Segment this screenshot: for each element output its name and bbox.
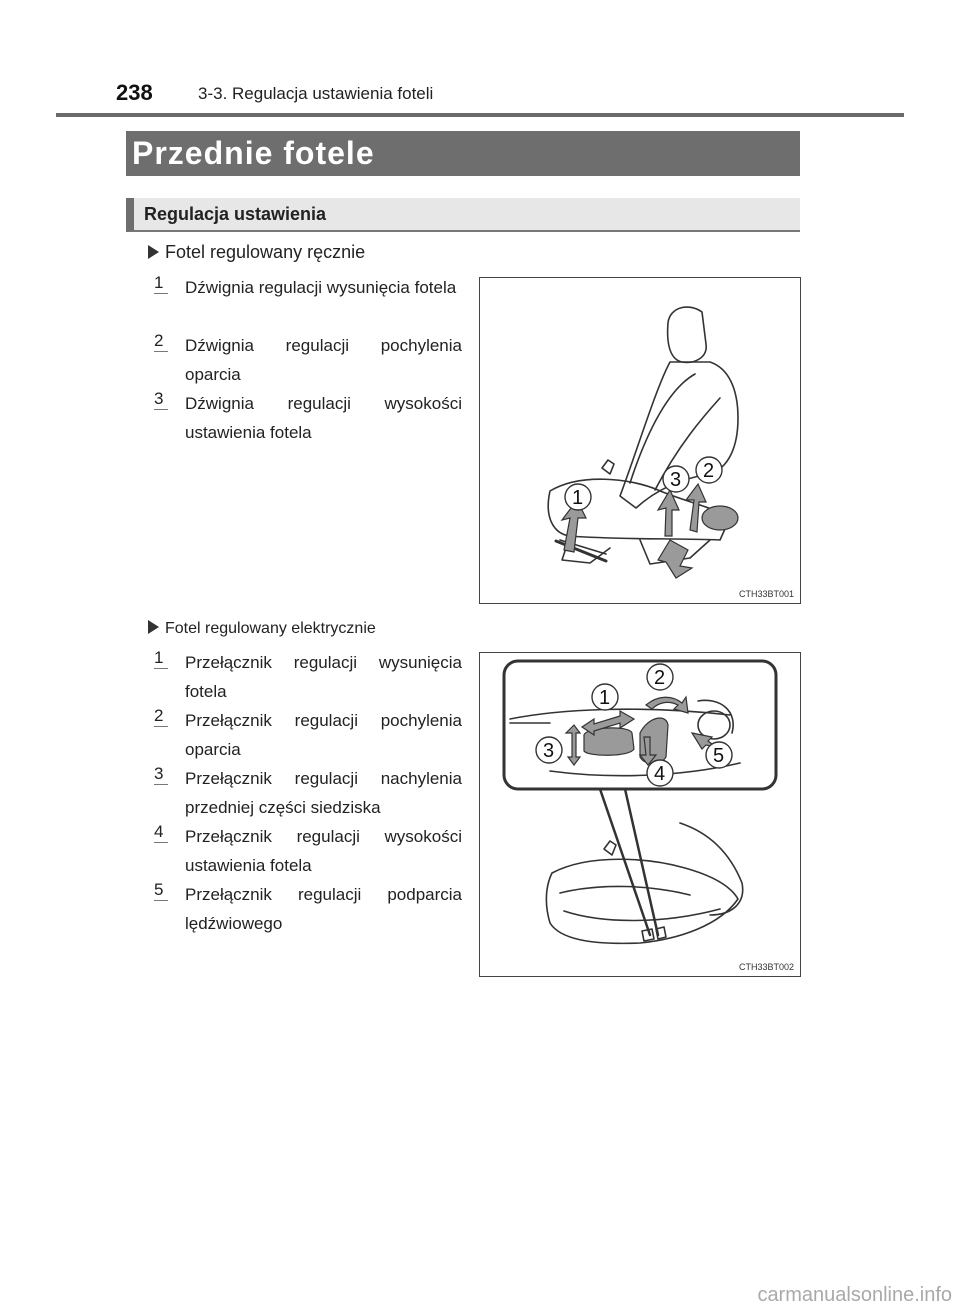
item-number: 1 (154, 648, 168, 669)
item-text: Przełącznik regulacji podparcia lędźwiowego (185, 885, 462, 933)
manual-seat-heading (148, 242, 365, 263)
manual-heading-text: Fotel regulowany ręcznie (165, 242, 366, 262)
watermark: carmanualsonline.info (757, 1284, 952, 1306)
manual-seat-figure (479, 277, 801, 604)
list-item (154, 389, 462, 447)
callout-1: 1 (599, 687, 611, 709)
item-number: 5 (154, 880, 168, 901)
section-title: Przednie fotele (126, 131, 800, 176)
bullet-triangle-icon (148, 245, 159, 259)
callout-2: 2 (654, 667, 666, 689)
item-text: Przełącznik regulacji wysunięcia fotela (185, 653, 462, 701)
list-item (154, 706, 462, 764)
item-number: 2 (154, 331, 168, 352)
header-rule (56, 113, 904, 117)
power-heading-text: Fotel regulowany elektrycznie (165, 620, 376, 637)
bullet-triangle-icon (148, 620, 159, 634)
item-text: Dźwignia regulacji pochylenia oparcia (185, 336, 462, 384)
callout-4: 4 (654, 763, 666, 785)
item-number: 2 (154, 706, 168, 727)
figure-code: CTH33BT001 (738, 589, 794, 599)
subsection-title: Regulacja ustawienia (144, 204, 327, 224)
power-seat-illustration (480, 653, 800, 976)
power-seat-figure (479, 652, 801, 977)
callout-3: 3 (670, 469, 682, 491)
item-text: Dźwignia regulacji wysunięcia fotela (185, 278, 457, 297)
list-item (154, 331, 462, 389)
power-seat-heading (148, 620, 376, 638)
callout-3: 3 (543, 740, 555, 762)
item-number: 3 (154, 764, 168, 785)
callout-1: 1 (572, 487, 584, 509)
chapter-title: 3-3. Regulacja ustawienia foteli (198, 84, 434, 103)
list-item (154, 648, 462, 706)
page-number: 238 (116, 80, 153, 105)
callout-2: 2 (703, 460, 715, 482)
list-item (154, 764, 462, 822)
item-text: Przełącznik regulacji wysokości ustawienia fotela (185, 827, 462, 875)
item-number: 4 (154, 822, 168, 843)
item-text: Przełącznik regulacji pochylenia oparcia (185, 711, 462, 759)
item-number: 3 (154, 389, 168, 410)
item-number: 1 (154, 273, 168, 294)
item-text: Przełącznik regulacji nachylenia przedniej części siedziska (185, 769, 462, 817)
list-item (154, 880, 462, 938)
list-item (154, 273, 462, 302)
callout-5: 5 (713, 745, 725, 767)
figure-code: CTH33BT002 (738, 962, 794, 972)
item-text: Dźwignia regulacji wysokości ustawienia fotela (185, 394, 462, 442)
list-item (154, 822, 462, 880)
subsection-bar (126, 198, 800, 232)
manual-seat-illustration (480, 278, 800, 603)
